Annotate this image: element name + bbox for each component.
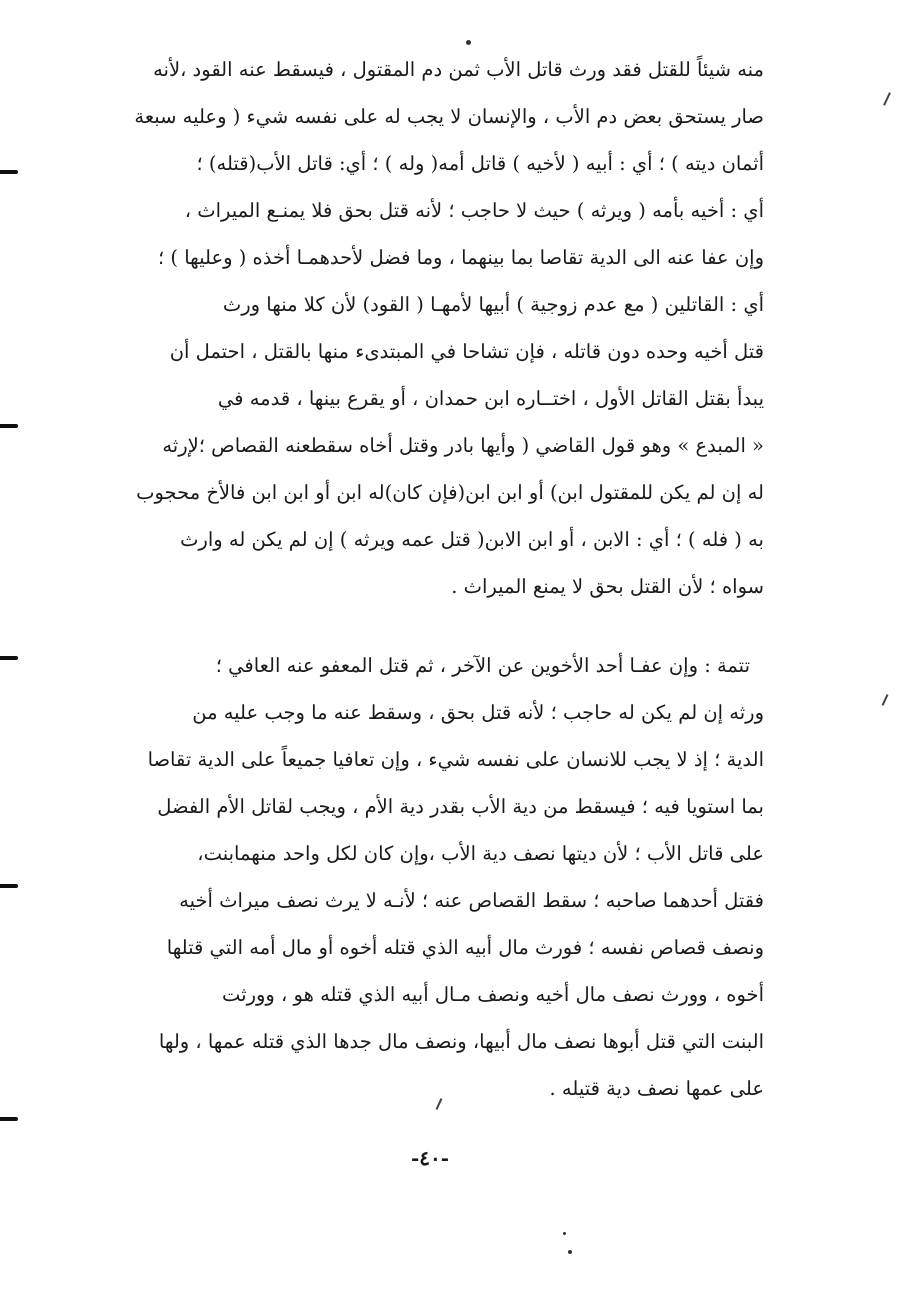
scan-stroke xyxy=(882,694,889,706)
text-line: أي : أخيه بأمه ( ويرثه ) حيث لا حاجب ؛ لأنه قتل بحق فلا يمنـع الميراث ، xyxy=(184,199,764,222)
scan-binding-mark xyxy=(0,1117,18,1121)
scan-binding-mark xyxy=(0,170,18,174)
paragraph-2 xyxy=(108,642,764,1112)
scan-binding-mark xyxy=(0,424,18,428)
text-line: وإن عفا عنه الى الدية تقاصا بما بينهما ، وما فضل لأحدهمـا أخذه ( وعليها ) ؛ xyxy=(158,246,764,269)
text-line: منه شيئاً للقتل فقد ورث قاتل الأب ثمن دم المقتول ، فيسقط عنه القود ،لأنه xyxy=(153,58,764,81)
scan-speck xyxy=(466,40,471,45)
text-line: ورثه إن لم يكن له حاجب ؛ لأنه قتل بحق ، وسقط عنه ما وجب عليه من xyxy=(192,701,764,724)
text-line: يبدأ بقتل القاتل الأول ، اختــاره ابن حمدان ، أو يقرع بينها ، قدمه في xyxy=(217,387,764,410)
text-line: صار يستحق بعض دم الأب ، والإنسان لا يجب له على نفسه شيء ( وعليه سبعة xyxy=(134,105,764,128)
text-line: ونصف قصاص نفسه ؛ فورث مال أبيه الذي قتله أخوه أو مال أمه التي قتلها xyxy=(166,936,764,959)
text-line: أخوه ، وورث نصف مال أخيه ونصف مـال أبيه الذي قتله هو ، وورثت xyxy=(222,983,764,1006)
scan-binding-mark xyxy=(0,656,18,660)
text-line: به ( فله ) ؛ أي : الابن ، أو ابن الابن( قتل عمه ويرثه ) إن لم يكن له وارث xyxy=(180,528,764,551)
text-line: على عمها نصف دية قتيله . xyxy=(549,1077,764,1100)
text-line: « المبدع » وهو قول القاضي ( وأيها بادر وقتل أخاه سقطعنه القصاص ؛لإرثه xyxy=(162,434,764,457)
text-line: فقتل أحدهما صاحبه ؛ سقط القصاص عنه ؛ لأنـه لا يرث نصف ميراث أخيه xyxy=(179,889,764,912)
text-line: على قاتل الأب ؛ لأن ديتها نصف دية الأب ،وإن كان لكل واحد منهمابنت، xyxy=(197,842,764,865)
scan-binding-mark xyxy=(0,884,18,888)
page-number: -٤٠- xyxy=(410,1146,450,1170)
text-line: تتمة : وإن عفـا أحد الأخوين عن الآخر ، ثم قتل المعفو عنه العافي ؛ xyxy=(215,654,750,677)
scan-stroke xyxy=(883,92,891,106)
text-line: الدية ؛ إذ لا يجب للانسان على نفسه شيء ، وإن تعافيا جميعاً على الدية تقاصا xyxy=(147,748,764,771)
text-line: قتل أخيه وحده دون قاتله ، فإن تشاحا في المبتدىء منها بالقتل ، احتمل أن xyxy=(169,340,764,363)
text-line: له إن لم يكن للمقتول ابن) أو ابن ابن(فإن كان)له ابن أو ابن ابن فالأخ محجوب xyxy=(136,481,764,504)
text-line: أثمان ديته ) ؛ أي : أبيه ( لأخيه ) قاتل أمه( وله ) ؛ أي: قاتل الأب(قتله) ؛ xyxy=(196,152,764,175)
text-line: بما استويا فيه ؛ فيسقط من دية الأب بقدر دية الأم ، ويجب لقاتل الأم الفضل xyxy=(157,795,764,818)
text-line: البنت التي قتل أبوها نصف مال أبيها، ونصف مال جدها الذي قتله عمها ، ولها xyxy=(158,1030,764,1053)
text-line: أي : القاتلين ( مع عدم زوجية ) أبيها لأمهـا ( القود) لأن كلا منها ورث xyxy=(222,293,764,316)
scan-speck xyxy=(568,1250,572,1254)
paragraph-1 xyxy=(108,46,764,610)
text-line: سواه ؛ لأن القتل بحق لا يمنع الميراث . xyxy=(451,575,764,598)
scan-speck xyxy=(563,1232,566,1235)
